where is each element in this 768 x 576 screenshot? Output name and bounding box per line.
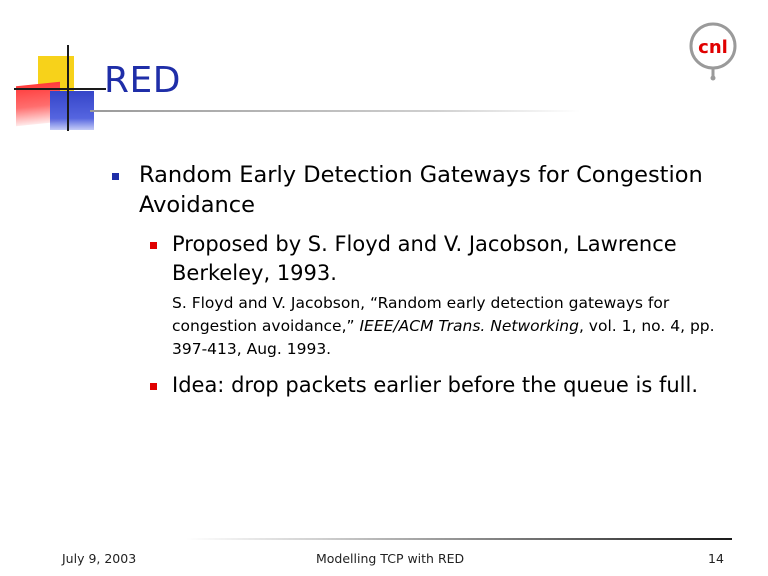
reference-part1: S. Floyd and V. Jacobson, “Random early detection gateways for congestion avoidance,” [172, 294, 670, 335]
reference-citation [172, 292, 742, 361]
bullet-marker [112, 173, 119, 180]
footer-page-number: 14 [708, 551, 724, 566]
svg-text:cnl: cnl [698, 37, 728, 58]
subbullet-marker [150, 242, 157, 249]
footer-title: Modelling TCP with RED [316, 551, 465, 566]
subbullet-text: Proposed by S. Floyd and V. Jacobson, Lawrence Berkeley, 1993. [172, 232, 677, 285]
footer-rule [186, 538, 732, 540]
reference-journal: IEEE/ACM Trans. Networking [359, 317, 579, 335]
decor-blue-square [50, 91, 94, 130]
subbullet-idea [150, 371, 730, 400]
subbullet-text: Idea: drop packets earlier before the queue is full. [172, 373, 699, 397]
footer-date: July 9, 2003 [62, 551, 137, 566]
slide-title: RED [104, 60, 181, 101]
bullet-level1 [112, 160, 712, 220]
subbullet-proposed [150, 230, 730, 288]
decor-horizontal-line [14, 88, 106, 90]
cnl-logo-icon [686, 20, 740, 82]
bullet-text: Random Early Detection Gateways for Congestion Avoidance [139, 162, 703, 218]
title-underline [90, 110, 580, 112]
reference-part2: , vol. 1, no. 4, pp. 397-413, Aug. 1993. [172, 317, 715, 358]
subbullet-marker [150, 383, 157, 390]
